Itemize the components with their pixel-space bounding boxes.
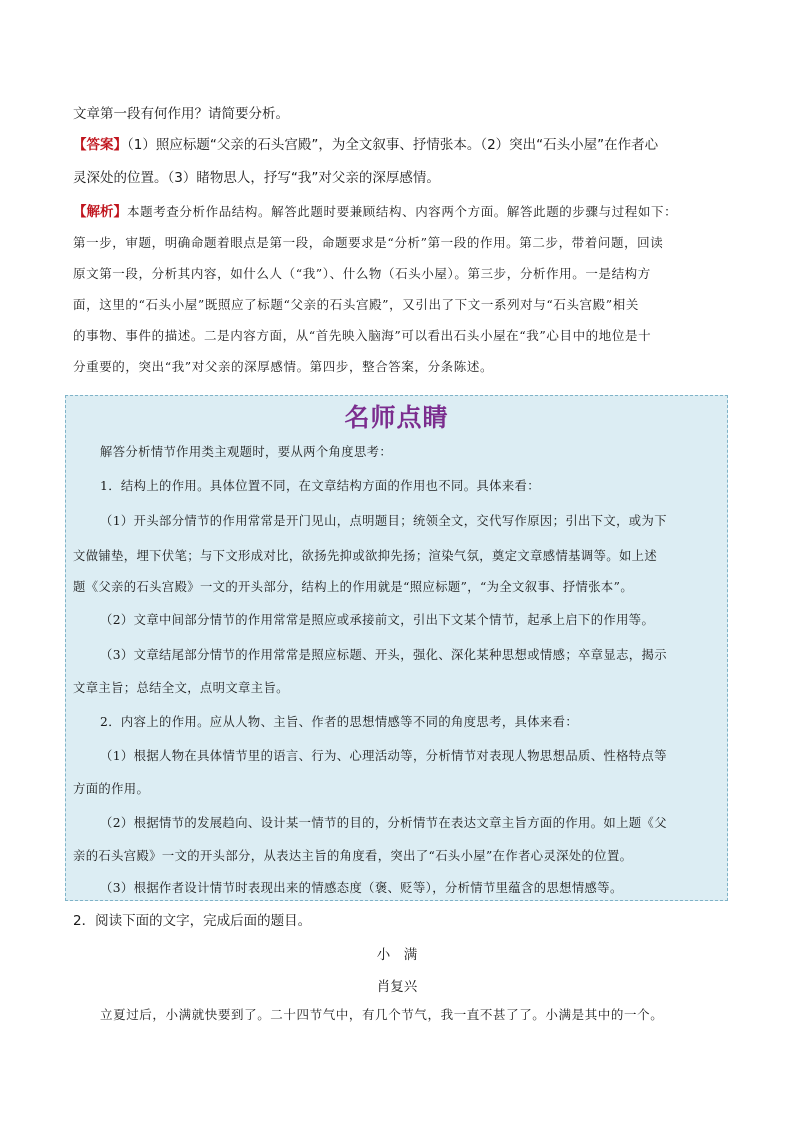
tips-line-10: （1）根据人物在具体情节里的语言、行为、心理活动等，分析情节对表现人物思想品质、性格特点等 [100, 749, 667, 763]
analysis-line-2: 第一步，审题，明确命题着眼点是第一段，命题要求是“分析”第一段的作用。第二步，带着问题，回读 [73, 235, 664, 250]
answer-text-1: （1）照应标题“父亲的石头宫殿”，为全文叙事、抒情张本。（2）突出“石头小屋”在作者心 [127, 137, 659, 153]
tips-line-1: 解答分析情节作用类主观题时，要从两个角度思考： [100, 445, 393, 459]
answer-line-1 [73, 135, 658, 155]
answer-tag: 【答案】 [73, 137, 127, 153]
article-first-line: 立夏过后，小满就快要到了。二十四节气中，有几个节气，我一直不甚了了。小满是其中的一个。 [100, 1007, 664, 1022]
analysis-line-5: 的事物、事件的描述。二是内容方面，从“首先映入脑海”可以看出石头小屋在“我”心目中的地位是十 [73, 328, 652, 343]
tips-line-6: （2）文章中间部分情节的作用常常是照应或承接前文，引出下文某个情节，起承上启下的作用等。 [100, 613, 655, 627]
tips-line-9: 2．内容上的作用。应从人物、主旨、作者的思想情感等不同的角度思考，具体来看： [100, 715, 579, 729]
analysis-text-1: 本题考查分析作品结构。解答此题时要兼顾结构、内容两个方面。解答此题的步骤与过程如下： [127, 204, 678, 219]
tips-line-5: 题《父亲的石头宫殿》一文的开头部分，结构上的作用就是“照应标题”，“为全文叙事、抒情张本”。 [73, 580, 634, 594]
tips-title: 名师点睛 [344, 403, 449, 432]
tips-line-12: （2）根据情节的发展趋向、设计某一情节的目的，分析情节在表达文章主旨方面的作用。如上题《父 [100, 816, 667, 830]
tips-line-3: （1）开头部分情节的作用常常是开门见山，点明题目；统领全文，交代写作原因；引出下文，或为下 [100, 514, 667, 528]
tips-line-2: 1．结构上的作用。具体位置不同，在文章结构方面的作用也不同。具体来看： [100, 479, 540, 493]
article-author: 肖复兴 [376, 979, 418, 995]
tips-line-8: 文章主旨；总结全文，点明文章主旨。 [73, 681, 289, 695]
analysis-tag: 【解析】 [73, 204, 127, 220]
question2-prompt: 2．阅读下面的文字，完成后面的题目。 [73, 913, 312, 929]
tips-line-14: （3）根据作者设计情节时表现出来的情感态度（褒、贬等），分析情节里蕴含的思想情感等。 [100, 881, 623, 895]
analysis-line-1 [73, 202, 677, 222]
tips-line-7: （3）文章结尾部分情节的作用常常是照应标题、开头，强化、深化某种思想或情感；卒章显志，揭示 [100, 648, 667, 662]
article-title: 小 满 [376, 947, 418, 963]
tips-line-13: 亲的石头宫殿》一文的开头部分，从表达主旨的角度看，突出了“石头小屋”在作者心灵深处的位置。 [73, 849, 633, 863]
analysis-line-6: 分重要的，突出“我”对父亲的深厚感情。第四步，整合答案，分条陈述。 [73, 359, 494, 374]
question-prompt: 文章第一段有何作用？请简要分析。 [73, 106, 289, 122]
analysis-line-3: 原文第一段，分析其内容，如什么人（“我”）、什么物（石头小屋）。第三步，分析作用。一是结构方 [73, 266, 651, 281]
analysis-line-4: 面，这里的“石头小屋”既照应了标题“父亲的石头宫殿”，又引出了下文一系列对与“石头宫殿”相关 [73, 297, 639, 312]
answer-line-2: 灵深处的位置。（3）睹物思人，抒写“我”对父亲的深厚感情。 [73, 170, 440, 186]
tips-line-11: 方面的作用。 [73, 782, 150, 796]
tips-line-4: 文做铺垫，埋下伏笔；与下文形成对比，欲扬先抑或欲抑先扬；渲染气氛，奠定文章感情基调等。如上述 [73, 549, 658, 563]
